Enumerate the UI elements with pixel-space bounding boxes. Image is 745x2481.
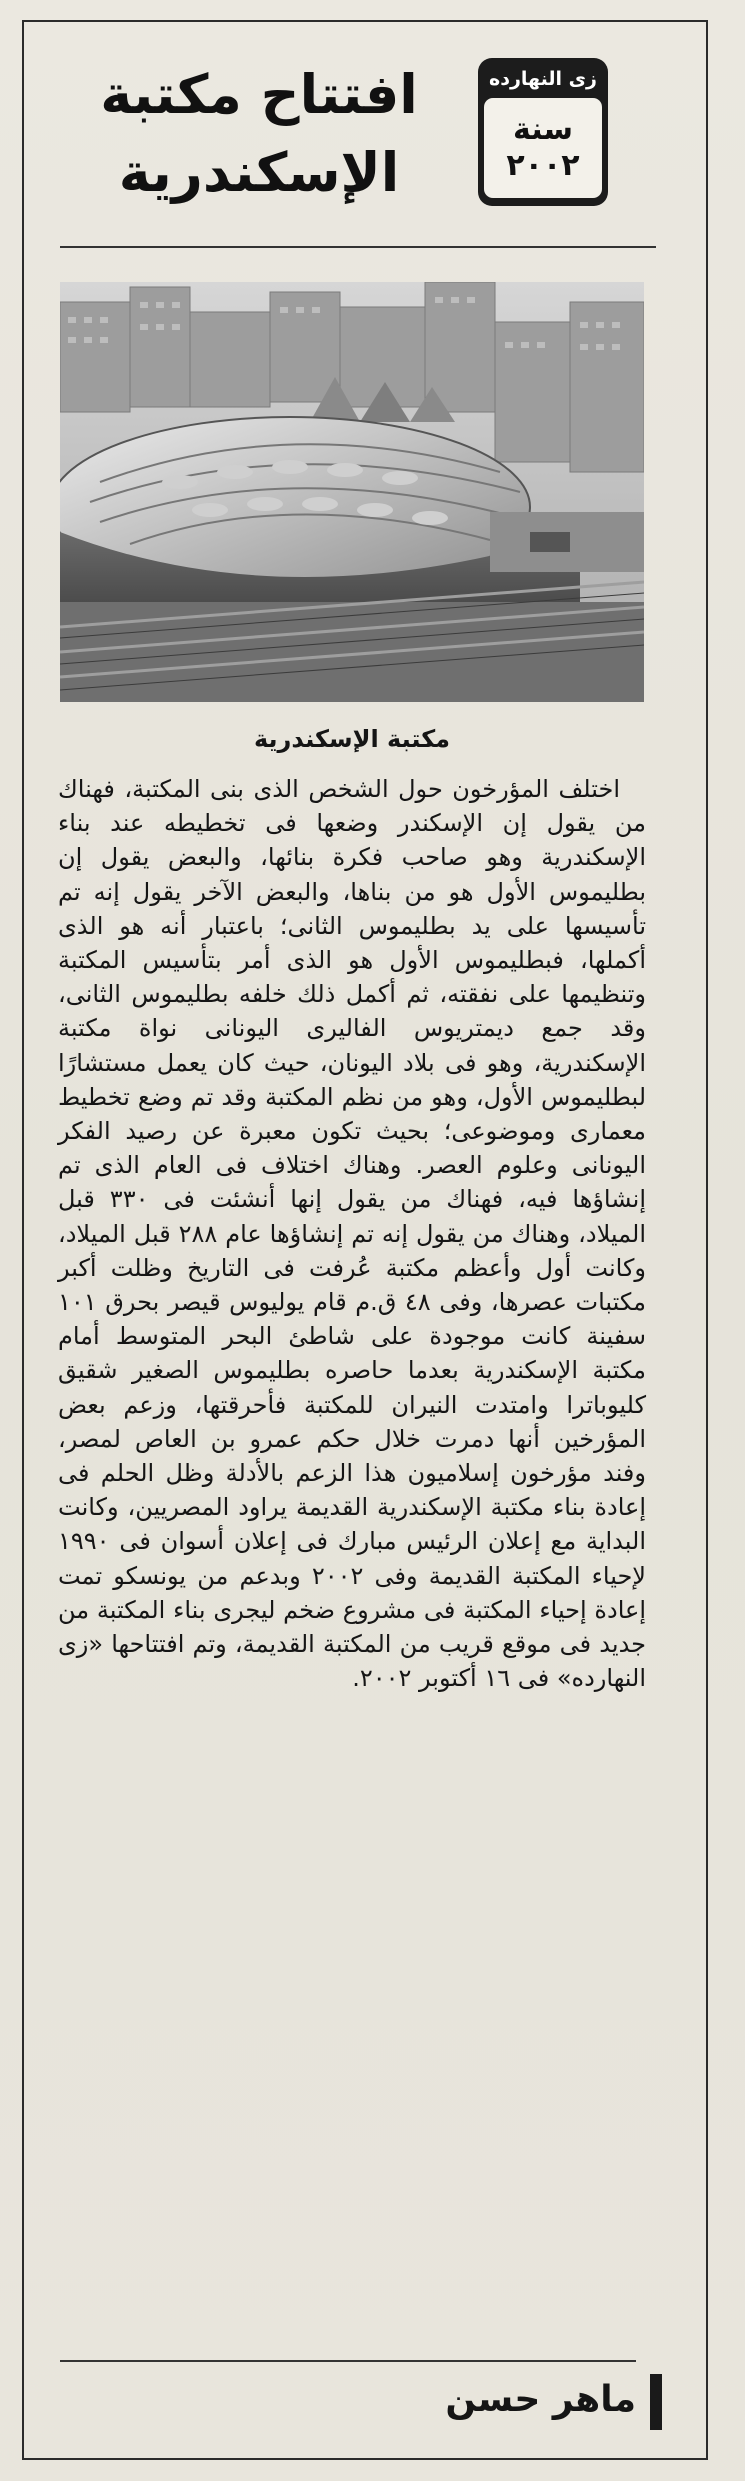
author-name: ماهر حسن	[445, 2379, 636, 2420]
column-badge	[478, 58, 608, 206]
badge-column-name: زى النهارده	[489, 68, 597, 90]
headline-divider	[60, 246, 656, 248]
badge-year-label: سنة	[513, 112, 573, 147]
signature-marker	[650, 2374, 662, 2430]
article-body: اختلف المؤرخون حول الشخص الذى بنى المكتبة، فهناك من يقول إن الإسكندر وضعها فى تخطيطه عند بناء الإسكندرية وهو صاحب فكرة بنائها، والبعض يقول إن بطليموس الأول هو من بناها، والبعض الآخر يقول إنه تم تأسيسها على يد بطليموس الثانى؛ باعتبار أنه هو الذى أكملها، فبطليموس الأول هو الذى أمر بتأسيس المكتبة وتنظيمها على نفقته، ثم أكمل ذلك خلفه بطليموس الثانى، وقد جمع ديمتريوس الفاليرى اليونانى نواة مكتبة الإسكندرية، وهو فى بلاد اليونان، حيث كان يعمل مستشارًا لبطليموس الأول، وهو من نظم المكتبة وقد تم وضع تخطيط معمارى وموضوعى؛ بحيث تكون معبرة عن رصيد الفكر اليونانى وعلوم العصر. وهناك اختلاف فى العام الذى تم إنشاؤها فيه، فهناك من يقول إنها أنشئت فى ٣٣٠ قبل الميلاد، وهناك من يقول إنه تم إنشاؤها عام ٢٨٨ قبل الميلاد، وكانت أول وأعظم مكتبة عُرفت فى التاريخ وظلت أكبر مكتبات عصرها، وفى ٤٨ ق.م قام يوليوس قيصر بحرق ١٠١ سفينة كانت موجودة على شاطئ البحر المتوسط أمام مكتبة الإسكندرية بعدما حاصره بطليموس الصغير شقيق كليوباترا وامتدت النيران للمكتبة فأحرقتها، وزعم بعض المؤرخين أنها دمرت خلال حكم عمرو بن العاص لمصر، وفند مؤرخون إسلاميون هذا الزعم بالأدلة وظل الحلم فى إعادة بناء مكتبة الإسكندرية القديمة يراود المصريين، وكانت البداية مع إعلان الرئيس مبارك فى إعلان أسوان فى ١٩٩٠ لإحياء المكتبة القديمة وفى ٢٠٠٢ وبدعم من يونسكو تمت إعادة إحياء المكتبة فى مشروع ضخم ليجرى بناء المكتبة من جديد فى موقع قريب من المكتبة القديمة، وتم افتتاحها «زى النهارده» فى ١٦ أكتوبر ٢٠٠٢.	[58, 775, 647, 1693]
photo-caption: مكتبة الإسكندرية	[253, 725, 451, 753]
signature-divider	[60, 2360, 636, 2362]
article-headline: افتتاح مكتبة الإسكندرية	[100, 63, 418, 204]
badge-year: ٢٠٠٢	[506, 148, 580, 183]
badge-year-box	[484, 98, 602, 198]
library-building-photo	[60, 282, 644, 702]
